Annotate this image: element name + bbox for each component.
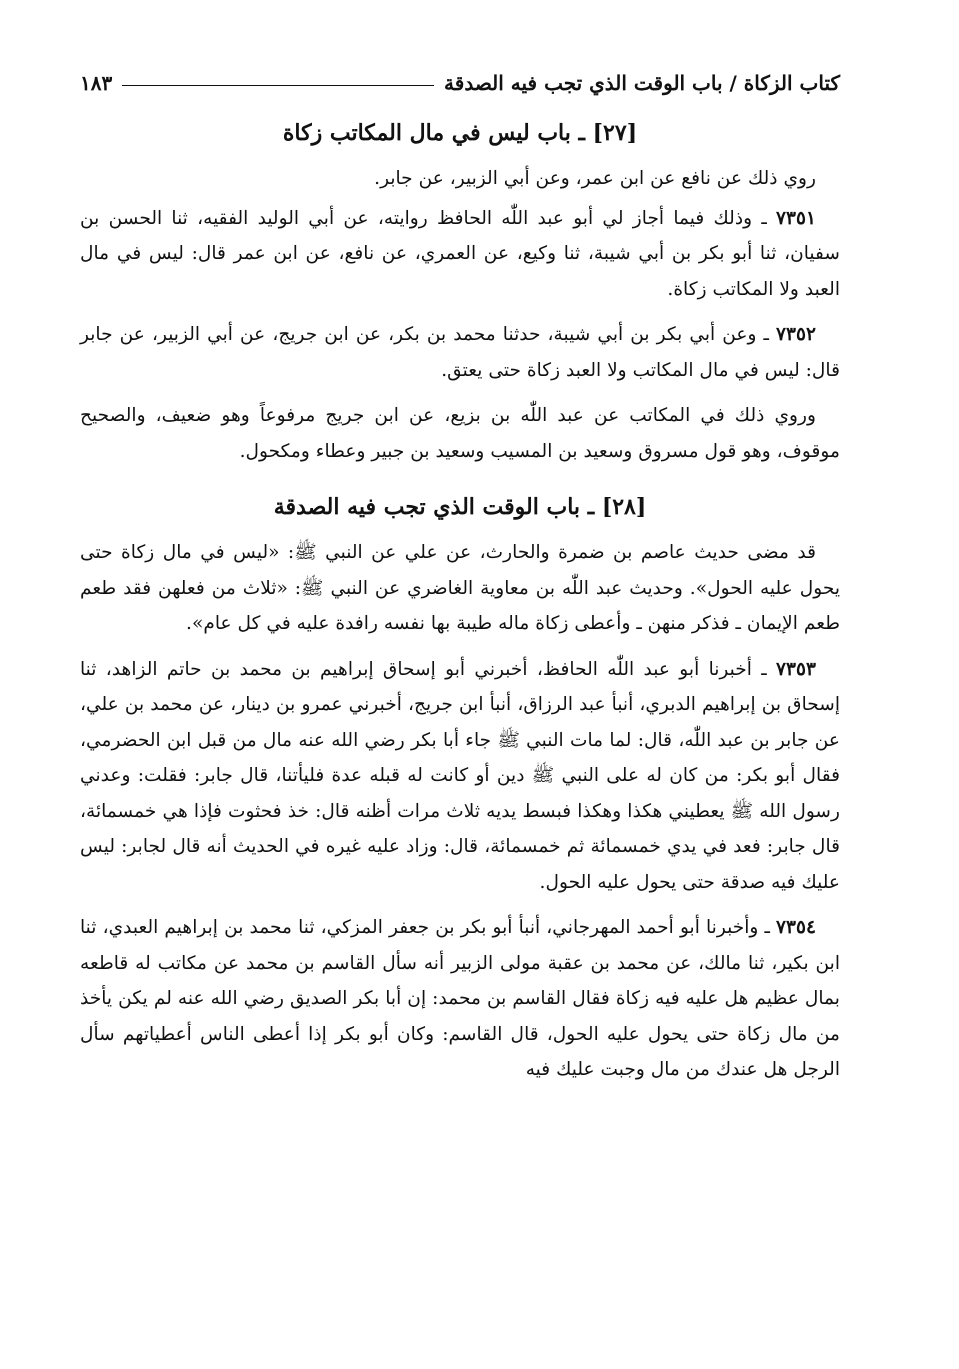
page-number: ١٨٣ [80, 71, 113, 95]
hadith-text: ـ وأخبرنا أبو أحمد المهرجاني، أنبأ أبو بكر بن جعفر المزكي، ثنا محمد بن إبراهيم العبدي، ثنا ابن بكير، ثنا مالك، عن محمد بن عقبة مولى الزبير أنه سأل القاسم بن محمد عن مكاتب له قاطعه بمال عظيم هل عليه فيه زكاة فقال القاسم بن محمد: إن أبا بكر الصديق رضي الله عنه لم يكن يأخذ من مال زكاة حتى يحول عليه الحول، قال القاسم: وكان أبو بكر إذا أعطى الناس أعطياتهم سأل الرجل هل عندك من مال وجبت عليك فيه [80, 917, 840, 1080]
section-27-outro: وروي ذلك في المكاتب عن عبد اللّٰه بن بزيع، عن ابن جريج مرفوعاً وهو ضعيف، والصحيح موقوف، وهو قول مسروق وسعيد بن المسيب وسعيد بن جبير وعطاء ومكحول. [80, 405, 840, 462]
running-header-title: كتاب الزكاة / باب الوقت الذي تجب فيه الصدقة [444, 71, 840, 95]
hadith-number: ٧٣٥١ [776, 207, 816, 229]
hadith-7353 [80, 652, 840, 901]
hadith-text: ـ أخبرنا أبو عبد اللّٰه الحافظ، أخبرني أبو إسحاق إبراهيم بن محمد بن حاتم الزاهد، ثنا إسحاق بن إبراهيم الدبري، أنبأ عبد الرزاق، أنبأ ابن جريج، أخبرني عمرو بن دينار، عن محمد بن علي، عن جابر بن عبد اللّٰه، قال: لما مات النبي ﷺ جاء أبا بكر رضي الله عنه مال من قبل ابن الحضرمي، فقال أبو بكر: من كان له على النبي ﷺ دين أو كانت له قبله عدة فليأتنا، قال جابر: فقلت: وعدني رسول الله ﷺ يعطيني هكذا وهكذا فبسط يديه ثلاث مرات أظنه قال: خذ فحثوت فإذا هي خمسمائة، قال جابر: فعد في يدي خمسمائة ثم خمسمائة، قال: وزاد عليه غيره في الحديث أنه قال لجابر: ليس عليك فيه صدقة حتى يحول عليه الحول. [80, 658, 840, 893]
chapter-heading-28: [٢٨] ـ باب الوقت الذي تجب فيه الصدقة [273, 494, 647, 520]
running-header [80, 55, 840, 95]
hadith-number: ٧٣٥٢ [776, 324, 816, 345]
hadith-number: ٧٣٥٤ [776, 917, 816, 938]
hadith-7351 [80, 201, 840, 308]
hadith-7354 [80, 910, 840, 1088]
hadith-text: ـ وعن أبي بكر بن أبي شيبة، حدثنا محمد بن بكر، عن ابن جريج، عن أبي الزبير، عن جابر قال: ليس في مال المكاتب ولا العبد زكاة حتى يعتق. [80, 324, 840, 381]
hadith-text: ـ وذلك فيما أجاز لي أبو عبد اللّٰه الحافظ روايته، عن أبي الوليد الفقيه، ثنا الحسن بن سفيان، ثنا أبو بكر بن أبي شيبة، ثنا وكيع، عن العمري، عن نافع، عن ابن عمر قال: ليس في مال العبد ولا المكاتب زكاة. [80, 207, 840, 300]
chapter-heading-27: [٢٧] ـ باب ليس في مال المكاتب زكاة [282, 120, 638, 146]
header-rule [122, 85, 434, 86]
document-page [80, 55, 840, 1098]
section-28-intro: قد مضى حديث عاصم بن ضمرة والحارث، عن علي عن النبي ﷺ: «ليس في مال زكاة حتى يحول عليه الحول». وحديث عبد اللّٰه بن معاوية الغاضري عن النبي ﷺ: «ثلاث من فعلهن فقد طعم طعم الإيمان ـ فذكر منهن ـ وأعطى زكاة ماله طيبة بها نفسه رافدة عليه في كل عام». [80, 542, 840, 634]
hadith-number: ٧٣٥٣ [776, 658, 816, 680]
hadith-7352 [80, 317, 840, 388]
section-27-intro: روي ذلك عن نافع عن ابن عمر، وعن أبي الزبير، عن جابر. [374, 168, 816, 189]
